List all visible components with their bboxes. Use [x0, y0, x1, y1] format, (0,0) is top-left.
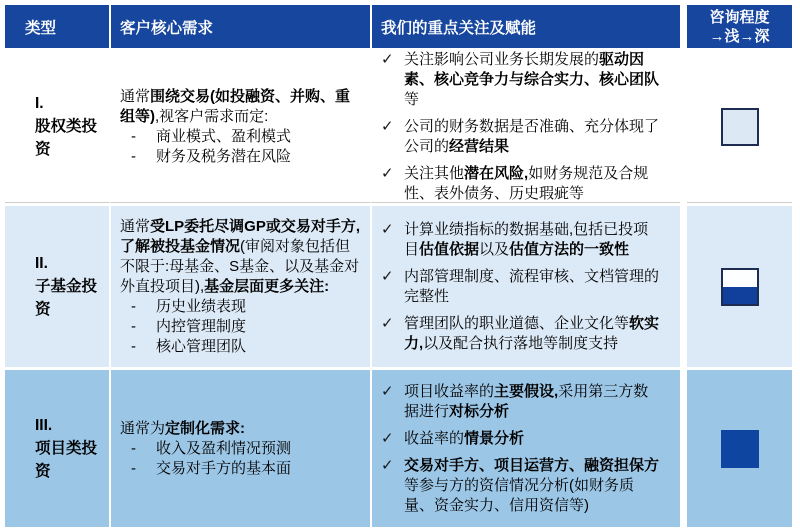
row2-focus-item: 内部管理制度、流程审核、文档管理的完整性 [404, 267, 660, 305]
list-item [120, 127, 364, 147]
row3-degree-cell [687, 370, 792, 527]
row2-needs-item: 历史业绩表现 [156, 297, 247, 315]
list-item [378, 50, 660, 110]
dash-icon: - [131, 297, 136, 315]
check-icon: ✓ [381, 456, 394, 474]
header-needs-label: 客户核心需求 [120, 19, 214, 37]
row3-needs-cell [109, 370, 370, 527]
row2-needs-item: 核心管理团队 [156, 337, 247, 355]
row1-needs-intro: 通常围绕交易(如投融资、并购、重组等),视客户需求而定: [120, 87, 351, 125]
list-item [378, 164, 660, 204]
column-gap [680, 5, 687, 48]
row1-focus-item: 公司的财务数据是否准确、充分体现了公司的经营结果 [404, 117, 660, 155]
row1-type-number: I. [35, 95, 44, 112]
list-item [378, 220, 660, 260]
dash-icon: - [131, 147, 136, 165]
check-icon: ✓ [381, 164, 394, 182]
list-item [120, 459, 291, 479]
row1-needs-item: 财务及税务潜在风险 [156, 147, 292, 165]
row3-focus-item: 项目收益率的主要假设,采用第三方数据进行对标分析 [404, 382, 649, 420]
row3-type-number: III. [35, 417, 53, 434]
row3-needs-item: 交易对手方的基本面 [156, 459, 292, 477]
header-needs [109, 5, 370, 48]
header-degree [687, 5, 792, 48]
header-type [5, 5, 109, 48]
row1-degree-cell [687, 51, 792, 203]
check-icon: ✓ [381, 429, 394, 447]
list-item [378, 314, 660, 354]
row1-needs-item: 商业模式、盈利模式 [156, 127, 292, 145]
row3-focus-cell [370, 370, 680, 527]
check-icon: ✓ [381, 220, 394, 238]
dash-icon: - [131, 317, 136, 335]
row1-type-cell [5, 51, 109, 203]
row2-type-cell [5, 206, 109, 367]
check-icon: ✓ [381, 117, 394, 135]
list-item [378, 117, 660, 157]
row1-needs-cell [109, 51, 370, 203]
check-icon: ✓ [381, 50, 394, 68]
row3-needs-item: 收入及盈利情况预测 [156, 439, 292, 457]
degree-indicator [721, 268, 759, 306]
row1-focus-item: 关注其他潜在风险,如财务规范及合规性、表外债务、历史瑕疵等 [404, 164, 649, 202]
row3-needs-intro: 通常为定制化需求: [120, 419, 246, 437]
list-item [378, 456, 660, 516]
row1-type-label: 股权类投资 [35, 118, 98, 158]
row1-focus-item: 关注影响公司业务长期发展的驱动因素、核心竞争力与综合实力、核心团队等 [404, 50, 660, 108]
column-gap [680, 370, 687, 527]
row2-type-number: II. [35, 255, 48, 272]
header-degree-line2: →浅→深 [709, 27, 770, 45]
header-focus-label: 我们的重点关注及赋能 [381, 19, 537, 37]
row3-focus-item: 交易对手方、项目运营方、融资担保方等参与方的资信情况分析(如财务质量、资金实力、信用资信等) [404, 456, 660, 514]
row2-type-label: 子基金投资 [35, 278, 98, 318]
row2-needs-cell [109, 206, 370, 367]
row3-focus-item: 收益率的情景分析 [404, 429, 525, 447]
row2-degree-cell [687, 206, 792, 367]
row2-focus-item: 计算业绩指标的数据基础,包括已投项目估值依据以及估值方法的一致性 [404, 220, 649, 258]
consulting-scope-table [5, 5, 792, 527]
list-item [120, 147, 364, 167]
header-degree-line1: 咨询程度 [709, 8, 770, 26]
dash-icon: - [131, 127, 136, 145]
row1-focus-cell [370, 51, 680, 203]
list-item [120, 317, 364, 337]
check-icon: ✓ [381, 382, 394, 400]
degree-indicator [721, 430, 759, 468]
check-icon: ✓ [381, 314, 394, 332]
row2-needs-intro: 通常受LP委托尽调GP或交易对手方,了解被投基金情况(审阅对象包括但不限于:母基金、S基金、以及基金对外直投项目),基金层面更多关注: [120, 217, 361, 295]
check-icon: ✓ [381, 267, 394, 285]
header-type-label: 类型 [25, 19, 57, 37]
list-item [378, 382, 660, 422]
row2-focus-cell [370, 206, 680, 367]
row3-type-label: 项目类投资 [35, 440, 98, 480]
list-item [120, 439, 291, 459]
column-gap [680, 206, 687, 367]
dash-icon: - [131, 459, 136, 477]
row3-type-cell [5, 370, 109, 527]
dash-icon: - [131, 337, 136, 355]
list-item [120, 297, 364, 317]
list-item [378, 267, 660, 307]
degree-indicator [721, 108, 759, 146]
row2-focus-item: 管理团队的职业道德、企业文化等软实力,以及配合执行落地等制度支持 [404, 314, 660, 352]
header-focus [370, 5, 680, 48]
list-item [378, 429, 660, 449]
row2-needs-item: 内控管理制度 [156, 317, 247, 335]
list-item [120, 337, 364, 357]
column-gap [680, 51, 687, 203]
dash-icon: - [131, 439, 136, 457]
